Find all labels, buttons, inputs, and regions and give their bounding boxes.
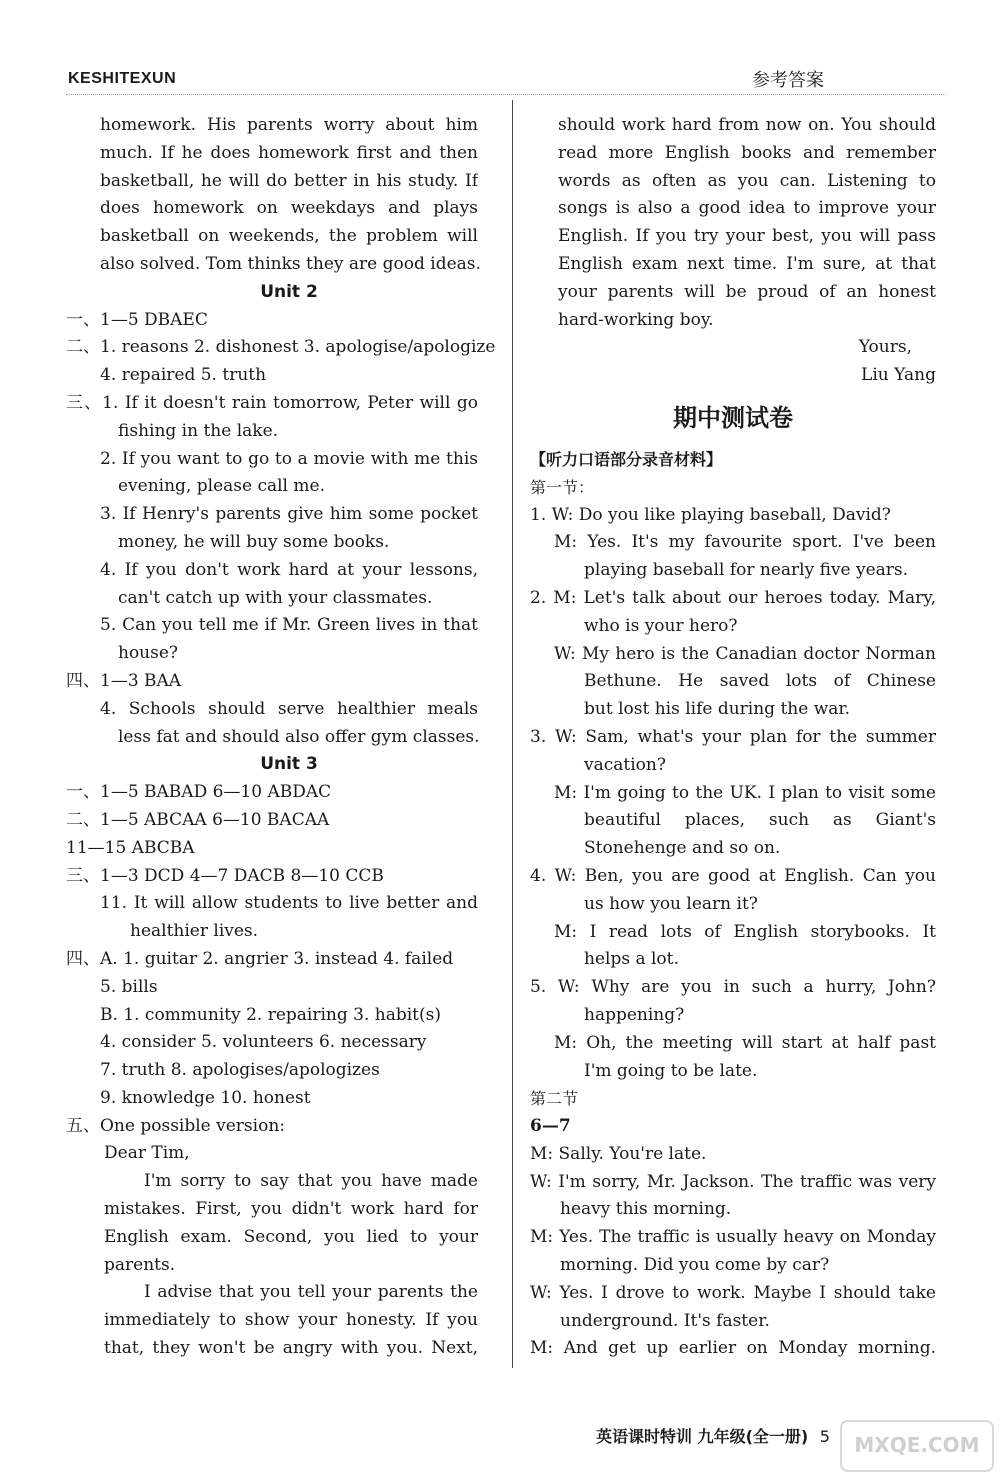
- answer-line: healthier lives.: [130, 921, 259, 942]
- letter-line: English exam next time. I'm sure, at that: [558, 253, 936, 274]
- answer-line: can't catch up with your classmates.: [118, 587, 433, 608]
- column-divider: [512, 100, 513, 1368]
- dialogue-line: helps a lot.: [584, 949, 679, 970]
- letter-line: that, they won't be angry with you. Next,: [104, 1338, 478, 1359]
- right-column: [530, 112, 936, 1363]
- unit2-title: Unit 2: [260, 281, 318, 302]
- letter-line: your parents will be proud of an honest: [558, 281, 936, 302]
- answer-line: 四、A. 1. guitar 2. angrier 3. instead 4. failed: [66, 948, 454, 969]
- answer-line: 二、1. reasons 2. dishonest 3. apologise/apologize: [66, 337, 496, 358]
- left-column: [66, 112, 496, 1363]
- answer-line: 3. If Henry's parents give him some pocket: [100, 504, 478, 525]
- dialogue-line: beautiful places, such as Giant's: [584, 810, 936, 831]
- dialogue-line: M: Sally. You're late.: [530, 1143, 707, 1164]
- dialogue-line: M: I'm going to the UK. I plan to visit some: [554, 782, 936, 803]
- answer-key-header: 参考答案: [752, 70, 824, 91]
- answer-line: 4. consider 5. volunteers 6. necessary: [100, 1032, 427, 1053]
- letter-line: parents.: [104, 1254, 176, 1275]
- dialogue-line: 2. M: Let's talk about our heroes today. Mary,: [530, 587, 936, 608]
- answer-line: 5. bills: [100, 976, 158, 997]
- letter-signature: Liu Yang: [861, 365, 936, 386]
- part2-range: 6—7: [530, 1116, 571, 1137]
- answer-line: 9. knowledge 10. honest: [100, 1087, 311, 1108]
- answer-line: 7. truth 8. apologises/apologizes: [100, 1060, 380, 1081]
- letter-line: read more English books and remember: [558, 142, 936, 163]
- answer-line: 4. Schools should serve healthier meals: [100, 698, 478, 719]
- dialogue-line: but lost his life during the war.: [584, 699, 851, 720]
- answer-line: 4. If you don't work hard at your lessons,: [100, 559, 478, 580]
- book-title: 英语课时特训 九年级(全一册): [596, 1427, 809, 1446]
- dialogue-line: playing baseball for nearly five years.: [584, 560, 909, 581]
- dialogue-line: I'm going to be late.: [584, 1060, 758, 1081]
- answer-line: 二、1—5 ABCAA 6—10 BACAA: [66, 809, 330, 830]
- answer-line: 三、1. If it doesn't rain tomorrow, Peter will go: [66, 392, 478, 413]
- part2-label: 第二节: [530, 1089, 579, 1109]
- dialogue-line: us how you learn it?: [584, 893, 758, 914]
- header-rule: [66, 94, 946, 95]
- text-line: much. If he does homework first and then: [100, 142, 478, 163]
- dialogue-line: W: I'm sorry, Mr. Jackson. The traffic was very: [530, 1171, 936, 1192]
- dialogue-line: 5. W: Why are you in such a hurry, John?: [530, 977, 936, 998]
- page-number: 5: [819, 1427, 830, 1446]
- dialogue-line: heavy this morning.: [560, 1199, 732, 1220]
- letter-line: immediately to show your honesty. If you: [104, 1310, 478, 1331]
- letter-line: I advise that you tell your parents the: [144, 1282, 478, 1303]
- publisher-header: KESHITEXUN: [68, 70, 177, 87]
- answer-line: 11—15 ABCBA: [66, 837, 195, 858]
- answer-line: 4. repaired 5. truth: [100, 365, 267, 386]
- part1-label: 第一节：: [530, 477, 595, 497]
- dialogue-line: Bethune. He saved lots of Chinese: [584, 671, 936, 692]
- letter-line: mistakes. First, you didn't work hard for: [104, 1199, 478, 1220]
- text-line: also solved. Tom thinks they are good ideas.: [100, 253, 481, 274]
- dialogue-line: W: Yes. I drove to work. Maybe I should take: [530, 1282, 936, 1303]
- answer-line: 2. If you want to go to a movie with me this: [100, 448, 478, 469]
- answer-line: 四、1—3 BAA: [66, 670, 182, 691]
- answer-line: 11. It will allow students to live better and: [100, 893, 478, 914]
- dialogue-line: 3. W: Sam, what's your plan for the summer: [530, 726, 936, 747]
- text-line: homework. His parents worry about him: [100, 115, 478, 135]
- dialogue-line: 4. W: Ben, you are good at English. Can you: [530, 865, 936, 886]
- dialogue-line: M: Oh, the meeting will start at half past: [554, 1032, 936, 1053]
- midterm-test-title: 期中测试卷: [673, 403, 793, 432]
- text-line: basketball, he will do better in his study. If: [100, 170, 478, 191]
- dialogue-line: M: Yes. It's my favourite sport. I've been: [554, 532, 936, 553]
- answer-line: 一、1—5 DBAEC: [66, 309, 208, 330]
- answer-line: 五、One possible version:: [66, 1115, 285, 1136]
- letter-line: I'm sorry to say that you have made: [144, 1171, 478, 1192]
- answer-line: 一、1—5 BABAD 6—10 ABDAC: [66, 782, 332, 803]
- answer-line: fishing in the lake.: [118, 420, 279, 441]
- answer-line: less fat and should also offer gym classes.: [118, 726, 480, 747]
- answer-line: house?: [118, 643, 179, 664]
- page-footer: [596, 1424, 830, 1447]
- dialogue-line: happening?: [584, 1004, 685, 1025]
- text-line: basketball on weekends, the problem will: [100, 226, 478, 247]
- dialogue-line: vacation?: [584, 754, 666, 775]
- dialogue-line: 1. W: Do you like playing baseball, David?: [530, 504, 891, 525]
- answer-line: 三、1—3 DCD 4—7 DACB 8—10 CCB: [66, 865, 384, 886]
- letter-line: Dear Tim,: [104, 1143, 190, 1164]
- letter-line: English exam. Second, you lied to your: [104, 1226, 478, 1247]
- listening-heading: 【听力口语部分录音材料】: [530, 449, 723, 469]
- letter-line: songs is also a good idea to improve your: [558, 198, 936, 219]
- letter-line: should work hard from now on. You should: [558, 115, 936, 135]
- dialogue-line: Stonehenge and so on.: [584, 838, 781, 859]
- dialogue-line: who is your hero?: [584, 615, 738, 636]
- unit3-title: Unit 3: [260, 754, 318, 775]
- letter-line: hard-working boy.: [558, 309, 714, 330]
- dialogue-line: M: I read lots of English storybooks. It: [554, 921, 936, 942]
- dialogue-line: morning. Did you come by car?: [560, 1255, 830, 1276]
- dialogue-line: W: My hero is the Canadian doctor Norman: [554, 643, 936, 664]
- letter-line: English. If you try your best, you will pass: [558, 226, 936, 247]
- dialogue-line: M: Yes. The traffic is usually heavy on Monday: [530, 1227, 936, 1248]
- text-line: does homework on weekdays and plays: [100, 198, 478, 219]
- dialogue-line: underground. It's faster.: [560, 1310, 770, 1331]
- answer-line: money, he will buy some books.: [118, 531, 390, 552]
- dialogue-line: M: And get up earlier on Monday morning.: [530, 1338, 936, 1359]
- answer-line: 5. Can you tell me if Mr. Green lives in that: [100, 615, 478, 636]
- letter-signoff: Yours,: [858, 337, 912, 358]
- answer-line: evening, please call me.: [118, 476, 325, 497]
- watermark-logo: MXQE.COM: [840, 1420, 994, 1472]
- answer-line: B. 1. community 2. repairing 3. habit(s): [100, 1004, 442, 1025]
- letter-line: words as often as you can. Listening to: [558, 170, 936, 191]
